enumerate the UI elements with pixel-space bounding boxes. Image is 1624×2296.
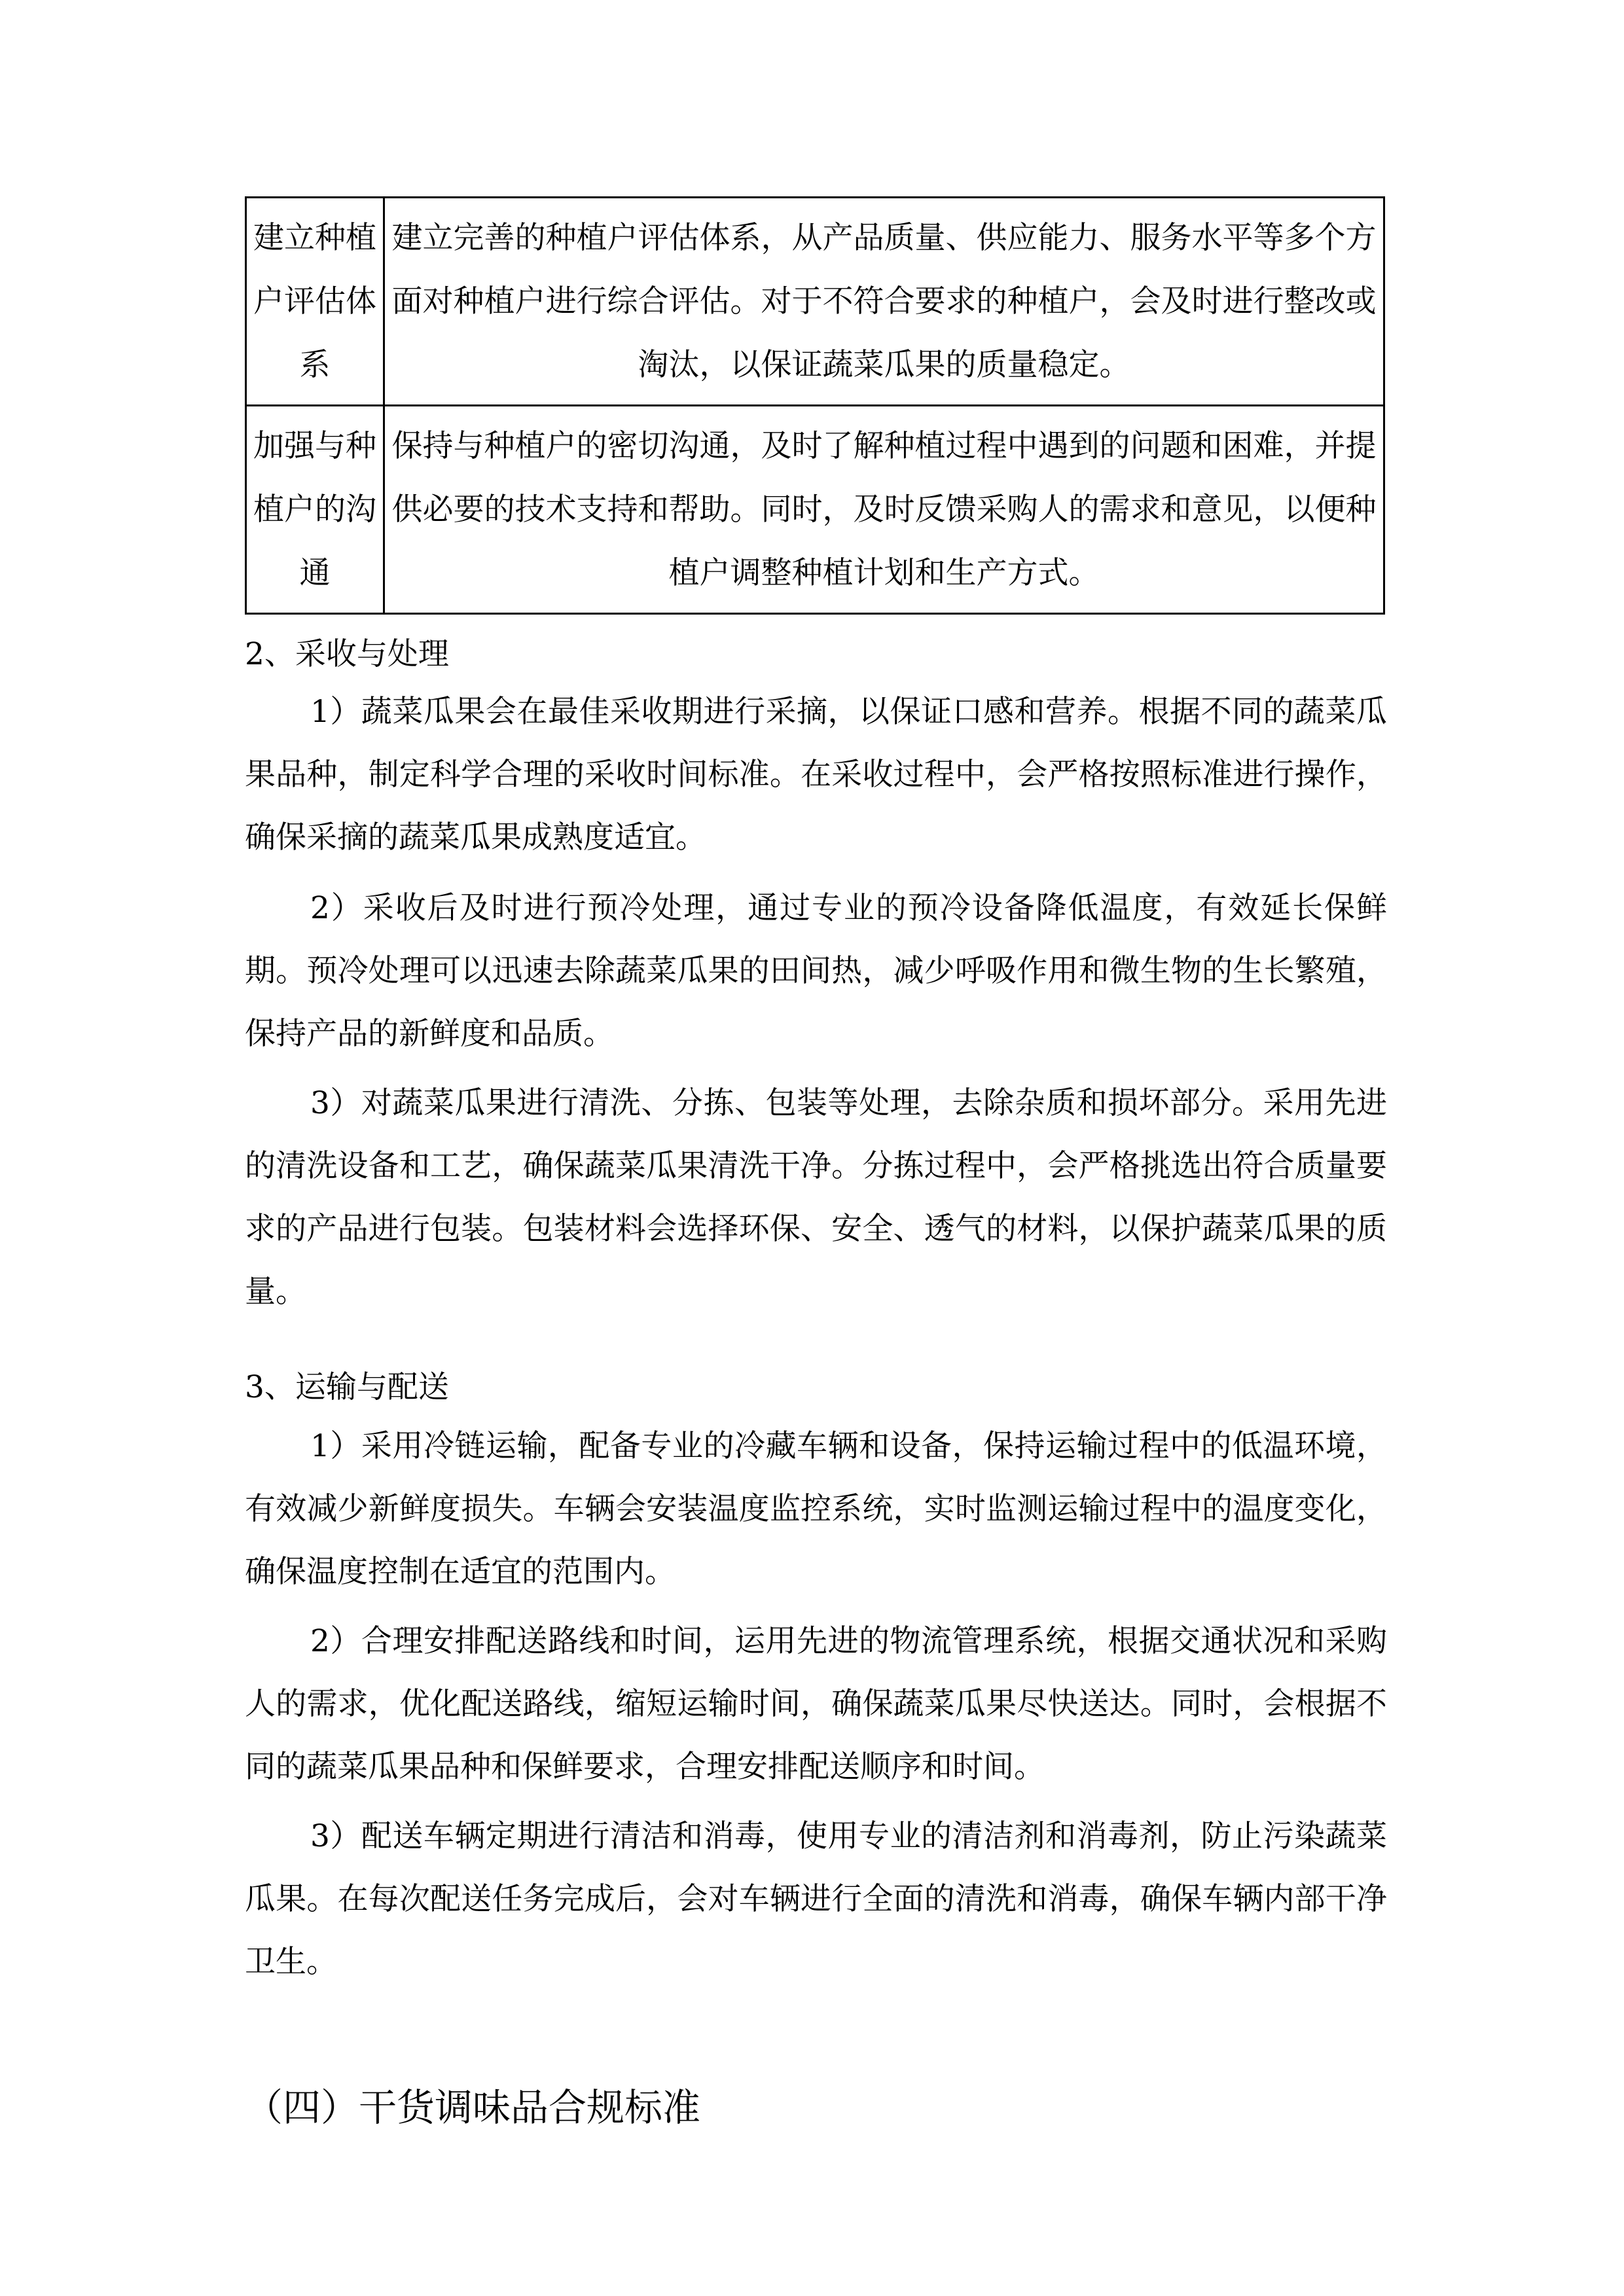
paragraph: 3）配送车辆定期进行清洁和消毒，使用专业的清洁剂和消毒剂，防止污染蔬菜瓜果。在每次配送任务完成后，会对车辆进行全面的清洗和消毒，确保车辆内部干净卫生。: [245, 1818, 1387, 1980]
section-heading-transport: 3、运输与配送: [245, 1369, 449, 1405]
table-row: [246, 198, 1384, 406]
paragraph: 3）对蔬菜瓜果进行清洗、分拣、包装等处理，去除杂质和损坏部分。采用先进的清洗设备和工艺，确保蔬菜瓜果清洗干净。分拣过程中，会严格挑选出符合质量要求的产品进行包装。包装材料会选择环保、安全、透气的材料，以保护蔬菜瓜果的质量。: [245, 1085, 1387, 1310]
paragraph: 2）合理安排配送路线和时间，运用先进的物流管理系统，根据交通状况和采购人的需求，优化配送路线，缩短运输时间，确保蔬菜瓜果尽快送达。同时，会根据不同的蔬菜瓜果品种和保鲜要求，合理安排配送顺序和时间。: [245, 1623, 1387, 1785]
section-heading-harvest: 2、采收与处理: [245, 636, 449, 672]
paragraph: 1）蔬菜瓜果会在最佳采收期进行采摘，以保证口感和营养。根据不同的蔬菜瓜果品种，制定科学合理的采收时间标准。在采收过程中，会严格按照标准进行操作，确保采摘的蔬菜瓜果成熟度适宜。: [245, 694, 1387, 855]
paragraph: 2）采收后及时进行预冷处理，通过专业的预冷设备降低温度，有效延长保鲜期。预冷处理可以迅速去除蔬菜瓜果的田间热，减少呼吸作用和微生物的生长繁殖，保持产品的新鲜度和品质。: [245, 890, 1387, 1052]
paragraph: 1）采用冷链运输，配备专业的冷藏车辆和设备，保持运输过程中的低温环境，有效减少新鲜度损失。车辆会安装温度监控系统，实时监测运输过程中的温度变化，确保温度控制在适宜的范围内。: [245, 1428, 1387, 1590]
table-row: [246, 406, 1384, 614]
table-row-label: 建立种植户评估体系: [246, 198, 384, 406]
table-row-content: 保持与种植户的密切沟通，及时了解种植过程中遇到的问题和困难，并提供必要的技术支持和帮助。同时，及时反馈采购人的需求和意见，以便种植户调整种植计划和生产方式。: [384, 406, 1384, 614]
supplier-management-table: [245, 196, 1385, 615]
table-row-label: 加强与种植户的沟通: [246, 406, 384, 614]
section-title-dry-goods: （四）干货调味品合规标准: [245, 2085, 701, 2130]
table-row-content: 建立完善的种植户评估体系，从产品质量、供应能力、服务水平等多个方面对种植户进行综合评估。对于不符合要求的种植户，会及时进行整改或淘汰，以保证蔬菜瓜果的质量稳定。: [384, 198, 1384, 406]
